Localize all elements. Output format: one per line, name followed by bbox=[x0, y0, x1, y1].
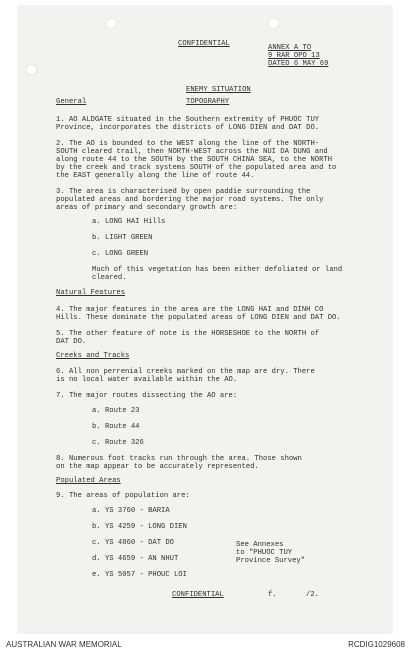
para-6-line: 6. All non perrenial creeks marked on the map are dry. There bbox=[56, 368, 315, 376]
para-6-line: is no local water available within the AO. bbox=[56, 376, 238, 384]
para-3-line: areas of primary and secondary growth are: bbox=[56, 204, 238, 212]
annex-label: ANNEX A TO bbox=[268, 44, 312, 52]
archive-footer bbox=[0, 634, 411, 654]
para-8-line: on the map appear to be accurately represented. bbox=[56, 463, 259, 471]
para-4-line: 4. The major features in the area are the LONG HAI and DINH CO bbox=[56, 306, 324, 314]
annex-note-line: See Annexes bbox=[236, 541, 284, 549]
para-2-line: along route 44 to the SOUTH by the SOUTH CHINA SEA, to the NORTH bbox=[56, 156, 333, 164]
punch-hole bbox=[268, 18, 279, 29]
section-populated: Populated Areas bbox=[56, 477, 121, 485]
vegetation-item: c. LONG GREEN bbox=[92, 250, 149, 258]
archive-id: RCDIG1029608 bbox=[348, 640, 405, 649]
classification-top: CONFIDENTIAL bbox=[178, 40, 230, 48]
para-3-after-line: cleared. bbox=[92, 274, 127, 282]
vegetation-item: a. LONG HAI Hills bbox=[92, 218, 166, 226]
para-2-line: the EAST generally along the line of route 44. bbox=[56, 172, 255, 180]
population-item: a. YS 3760 - BARIA bbox=[92, 507, 170, 515]
population-item: d. YS 4659 - AN NHUT bbox=[92, 555, 179, 563]
para-7-line: 7. The major routes dissecting the AO are: bbox=[56, 392, 238, 400]
annex-note-line: Province Survey" bbox=[236, 557, 306, 565]
section-creeks: Creeks and Tracks bbox=[56, 352, 130, 360]
para-2-line: by the creek and track systems SOUTH of the populated area and to bbox=[56, 164, 337, 172]
para-5-line: 5. The other feature of note is the HORSESHOE to the NORTH of bbox=[56, 330, 320, 338]
archive-name: AUSTRALIAN WAR MEMORIAL bbox=[6, 640, 122, 649]
para-5-line: DAT DO. bbox=[56, 338, 87, 346]
annex-note-line: to "PHUOC TUY bbox=[236, 549, 293, 557]
para-8-line: 8. Numerous foot tracks run through the area. Those shown bbox=[56, 455, 302, 463]
population-item: e. YS 5057 - PHOUC LOI bbox=[92, 571, 187, 579]
vegetation-item: b. LIGHT GREEN bbox=[92, 234, 153, 242]
population-item: b. YS 4259 - LONG DIEN bbox=[92, 523, 187, 531]
para-3-line: 3. The area is characterised by open paddie surrounding the bbox=[56, 188, 311, 196]
section-natural: Natural Features bbox=[56, 289, 126, 297]
para-9-line: 9. The areas of population are: bbox=[56, 492, 190, 500]
section-general: General bbox=[56, 98, 87, 106]
para-3-line: populated areas and bordering the major road systems. The only bbox=[56, 196, 324, 204]
para-2-line: SOUTH cleared trail, then NORTH-WEST across the NUI DA DUNG and bbox=[56, 148, 328, 156]
classification-bottom: CONFIDENTIAL bbox=[172, 591, 224, 599]
para-1-line: 1. AO ALDGATE situated in the Southern extremity of PHUOC TUY bbox=[56, 116, 320, 124]
title-sub: TOPOGRAPHY bbox=[186, 98, 230, 106]
annex-date: DATED 6 MAY 69 bbox=[268, 60, 329, 68]
para-4-line: Hills. These dominate the populated areas of LONG DIEN and DAT DO. bbox=[56, 314, 341, 322]
page-number: /2. bbox=[306, 591, 319, 599]
punch-hole bbox=[106, 18, 117, 29]
para-2-line: 2. The AO is bounded to the WEST along the line of the NORTH- bbox=[56, 140, 320, 148]
punch-hole bbox=[26, 64, 37, 75]
route-item: b. Route 44 bbox=[92, 423, 140, 431]
title-main: ENEMY SITUATION bbox=[186, 86, 251, 94]
population-item: c. YS 4860 - DAT DO bbox=[92, 539, 174, 547]
page-f: f. bbox=[268, 591, 277, 599]
para-3-after-line: Much of this vegetation has been either defoliated or land bbox=[92, 266, 343, 274]
para-1-line: Province, incorporates the districts of LONG DIEN and DAT DO. bbox=[56, 124, 320, 132]
route-item: c. Route 326 bbox=[92, 439, 144, 447]
annex-ref: 9 RAR OPO 13 bbox=[268, 52, 320, 60]
route-item: a. Route 23 bbox=[92, 407, 140, 415]
